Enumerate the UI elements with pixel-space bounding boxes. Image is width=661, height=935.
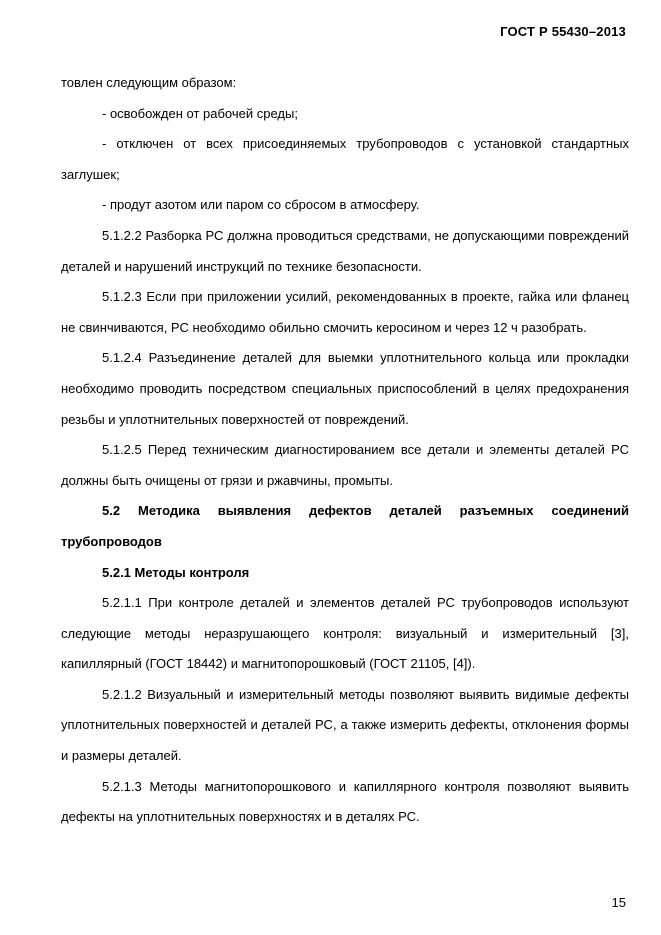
paragraph-5-2-1-2: 5.2.1.2 Визуальный и измерительный методы позволяют выявить видимые дефекты уплотнительных поверхностей и деталей РС, а также измерить дефекты, отклонения формы и размеры деталей. <box>61 686 629 764</box>
subsection-heading-5-2-1: 5.2.1 Методы контроля <box>102 564 250 580</box>
section-heading-5-2: 5.2 Методика выявления дефектов деталей разъемных соединений трубопроводов <box>61 503 629 549</box>
list-item-purge: - продут азотом или паром со сбросом в атмосферу. <box>102 197 420 213</box>
paragraph-5-2-1-1: 5.2.1.1 При контроле деталей и элементов деталей РС трубопроводов используют следующие методы неразрушающего контроля: визуальный и измерительный [3], капиллярный (ГОСТ 18442) и магнитопорошковый (ГОСТ 21105, [4]). <box>61 595 629 672</box>
paragraph-5-1-2-4: 5.1.2.4 Разъединение деталей для выемки уплотнительного кольца или прокладки необходимо проводить посредством специальных приспособлений в целях предохранения резьбы и уплотнительных поверхностей от повреждений. <box>61 350 629 427</box>
list-item-release-medium: - освобожден от рабочей среды; <box>102 105 298 121</box>
paragraph-5-2-1-3: 5.2.1.3 Методы магнитопорошкового и капиллярного контроля позволяют выявить дефекты на уплотнительных поверхностях и в деталях РС. <box>61 778 629 825</box>
document-header: ГОСТ Р 55430–2013 <box>500 24 626 39</box>
paragraph-5-1-2-3: 5.1.2.3 Если при приложении усилий, рекомендованных в проекте, гайка или фланец не свинчиваются, РС необходимо обильно смочить керосином и через 12 ч разобрать. <box>61 289 629 335</box>
paragraph-5-1-2-2: 5.1.2.2 Разборка РС должна проводиться средствами, не допускающими повреждений деталей и нарушений инструкций по технике безопасности. <box>61 227 629 274</box>
paragraph-5-1-2-5: 5.1.2.5 Перед техническим диагностированием все детали и элементы деталей РС должны быть очищены от грязи и ржавчины, промыты. <box>61 442 629 488</box>
list-item-disconnect-pipelines: - отключен от всех присоединяемых трубопроводов с установкой стандартных заглушек; <box>61 136 629 182</box>
paragraph-intro: товлен следующим образом: <box>61 75 237 90</box>
document-body <box>61 68 629 833</box>
page-number: 15 <box>611 895 626 910</box>
